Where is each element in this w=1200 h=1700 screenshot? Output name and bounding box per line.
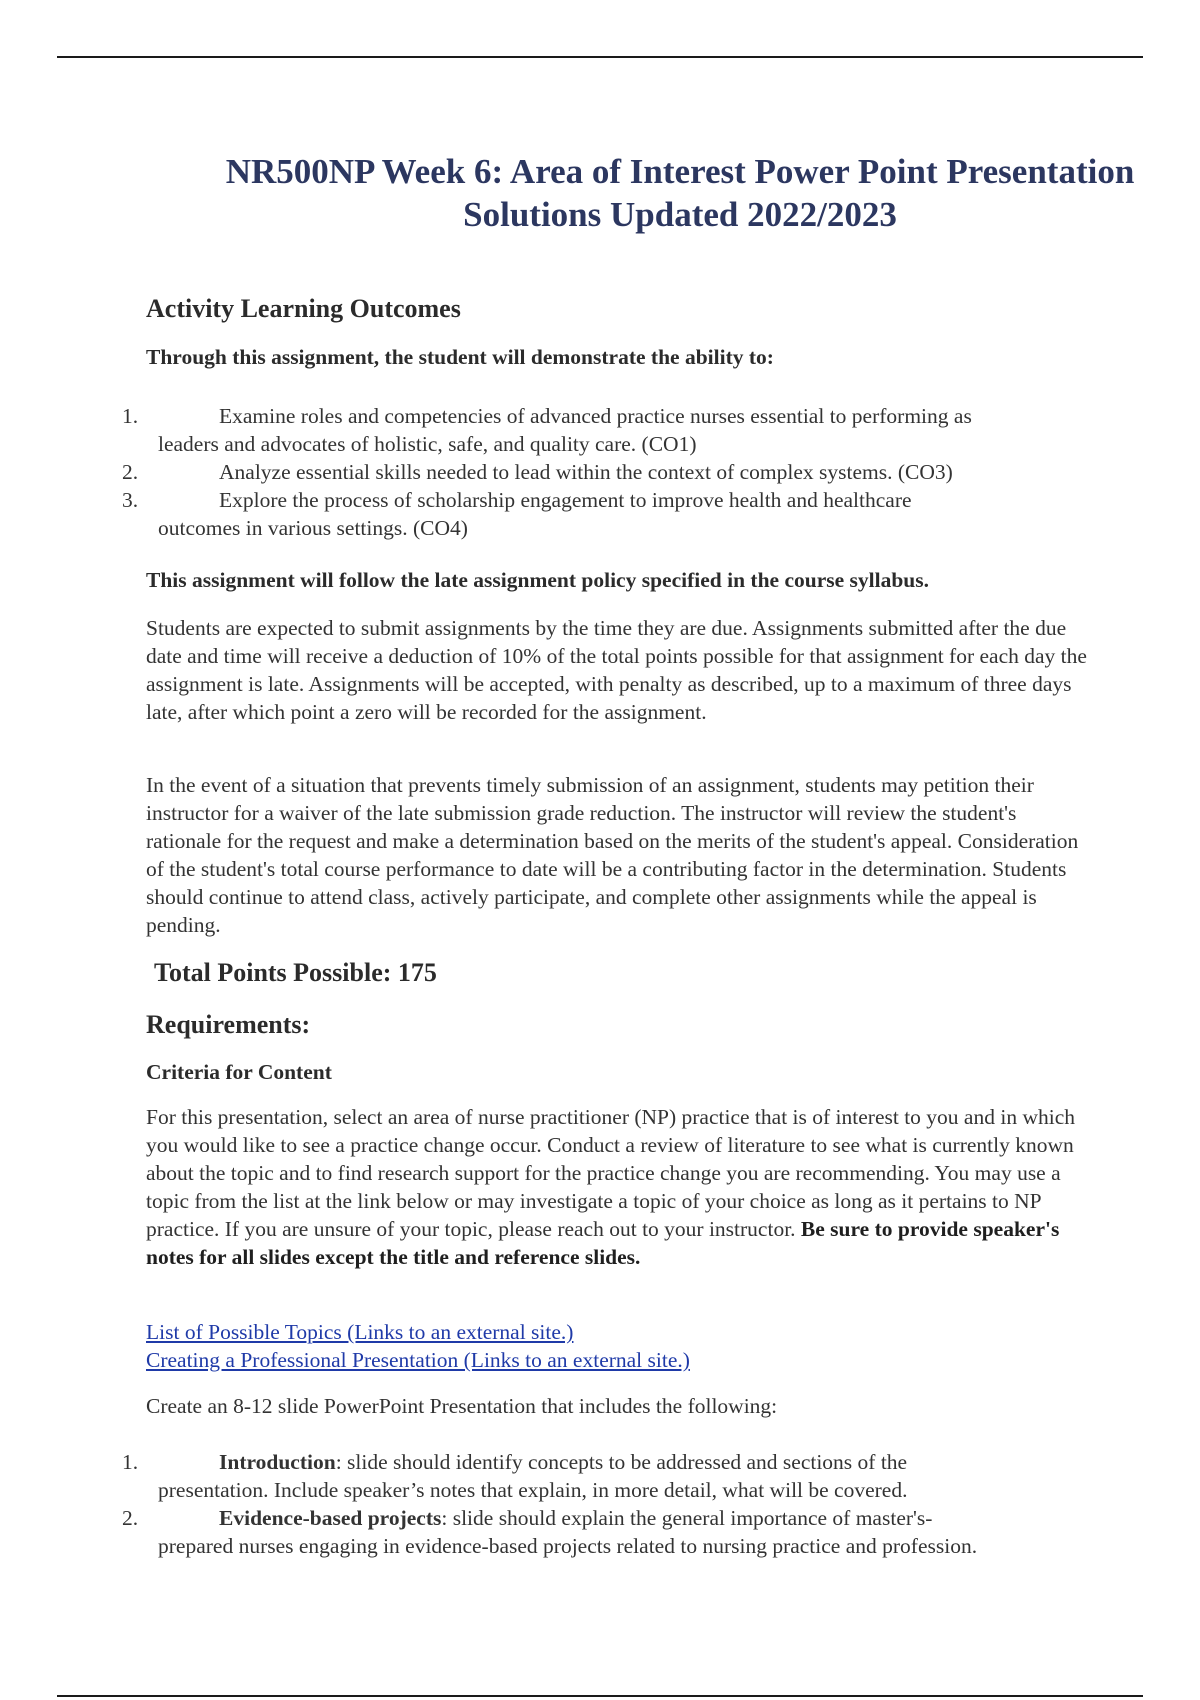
outcome-item	[0, 402, 1100, 458]
outcomes-heading: Activity Learning Outcomes	[146, 294, 461, 323]
document-title	[130, 150, 1200, 236]
outcome-number: 2.	[122, 460, 139, 484]
criteria-text: For this presentation, select an area of nurse practitioner (NP) practice that is of interest to you and in which you would like to see a practice change occur. Conduct a review of literature to see what is currently known about the topic and to find research support for the practice change you are recommending. You may use a topic from the list at the link below or may investigate a topic of your choice as long as it pertains to NP practice. If you are unsure of your topic, please reach out to your instructor.	[146, 1105, 1075, 1241]
outcome-text-cont: leaders and advocates of holistic, safe, and quality care. (CO1)	[158, 432, 697, 456]
outcome-text: Analyze essential skills needed to lead within the context of complex systems. (CO3)	[219, 460, 953, 484]
slide-item	[0, 1448, 1100, 1504]
late-policy-paragraph-2: In the event of a situation that prevents timely submission of an assignment, students may petition their instructor for a waiver of the late submission grade reduction. The instructor will review the student's rationale for the request and make a determination based on the merits of the student's appeal. Consideration of the student's total course performance to date will be a contributing factor in the determination. Students should continue to attend class, actively participate, and complete other assignments while the appeal is pending.	[146, 773, 1079, 937]
slide-term: Evidence-based projects	[219, 1506, 442, 1530]
top-rule	[57, 56, 1143, 58]
slide-number: 1.	[122, 1450, 139, 1474]
outcome-number: 3.	[122, 488, 139, 512]
total-points: Total Points Possible: 175	[154, 958, 437, 987]
requirements-heading: Requirements:	[146, 1010, 311, 1039]
slide-text-cont: prepared nurses engaging in evidence-based projects related to nursing practice and profession.	[158, 1534, 978, 1558]
late-policy-heading: This assignment will follow the late assignment policy specified in the course syllabus.	[146, 568, 929, 592]
slide-text-cont: presentation. Include speaker’s notes that explain, in more detail, what will be covered.	[158, 1478, 908, 1502]
outcome-item	[0, 486, 1100, 542]
late-policy-paragraph-1: Students are expected to submit assignments by the time they are due. Assignments submitted after the due date and time will receive a deduction of 10% of the total points possible for that assignment for each day the assignment is late. Assignments will be accepted, with penalty as described, up to a maximum of three days late, after which point a zero will be recorded for the assignment.	[146, 616, 1087, 724]
outcome-text: Examine roles and competencies of advanced practice nurses essential to performing as	[219, 404, 972, 428]
criteria-bold-note: Be sure to provide speaker's notes for all slides except the title and reference slides.	[146, 1217, 1060, 1269]
professional-presentation-link[interactable]: Creating a Professional Presentation (Links to an external site.)	[146, 1348, 690, 1372]
slide-term: Introduction	[219, 1450, 336, 1474]
external-links	[146, 1318, 690, 1374]
slides-list	[0, 1448, 1100, 1560]
bottom-rule	[57, 1695, 1143, 1697]
slide-desc: : slide should explain the general importance of master's-	[441, 1506, 933, 1530]
outcome-text-cont: outcomes in various settings. (CO4)	[158, 516, 468, 540]
outcome-text: Explore the process of scholarship engagement to improve health and healthcare	[219, 488, 912, 512]
slide-text	[158, 1504, 1100, 1532]
outcome-number: 1.	[122, 404, 139, 428]
possible-topics-link[interactable]: List of Possible Topics (Links to an external site.)	[146, 1320, 574, 1344]
criteria-heading: Criteria for Content	[146, 1060, 332, 1084]
criteria-paragraph	[146, 1103, 1096, 1271]
outcomes-intro: Through this assignment, the student will demonstrate the ability to:	[146, 345, 774, 369]
outcomes-list	[0, 402, 1100, 542]
create-intro: Create an 8-12 slide PowerPoint Presentation that includes the following:	[146, 1394, 778, 1418]
slide-text	[158, 1448, 1100, 1476]
slide-number: 2.	[122, 1506, 139, 1530]
slide-item	[0, 1504, 1100, 1560]
outcome-item	[0, 458, 1100, 486]
title-line-2: Solutions Updated 2022/2023	[463, 195, 897, 234]
title-line-1: NR500NP Week 6: Area of Interest Power Point Presentation	[225, 152, 1135, 191]
slide-desc: : slide should identify concepts to be addressed and sections of the	[335, 1450, 908, 1474]
